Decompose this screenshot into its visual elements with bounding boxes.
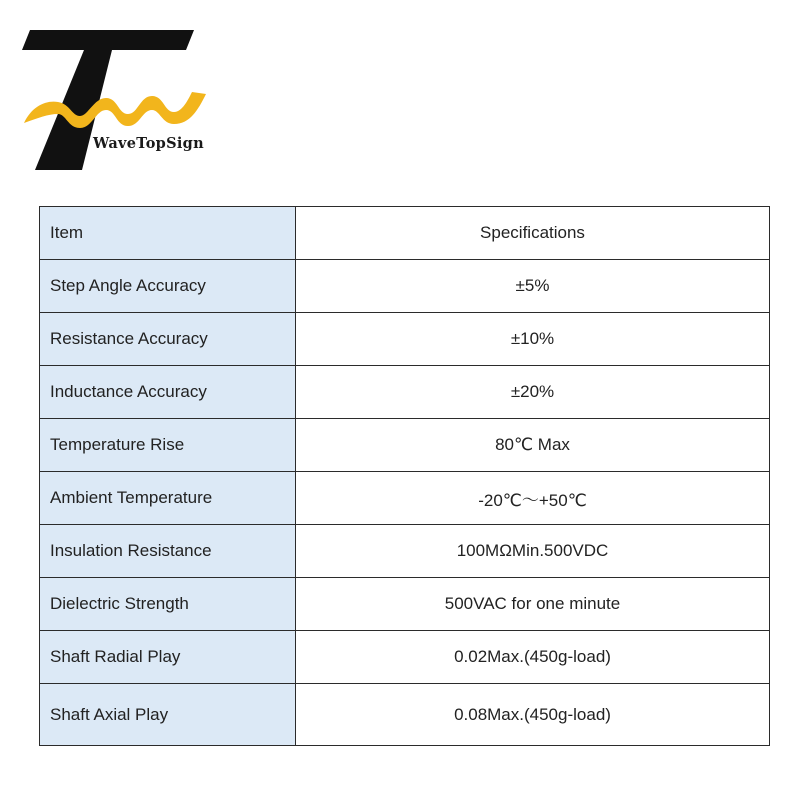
brand-name: WaveTopSign xyxy=(93,135,204,152)
table-row xyxy=(40,525,770,578)
row-spec: ±5% xyxy=(296,260,770,313)
specifications-table xyxy=(39,206,770,746)
row-item: Inductance Accuracy xyxy=(40,366,296,419)
row-item: Dielectric Strength xyxy=(40,578,296,631)
row-spec: 0.02Max.(450g-load) xyxy=(296,631,770,684)
row-item: Ambient Temperature xyxy=(40,472,296,525)
table-row xyxy=(40,419,770,472)
row-item: Shaft Axial Play xyxy=(40,684,296,746)
row-item: Shaft Radial Play xyxy=(40,631,296,684)
table-row xyxy=(40,631,770,684)
row-item: Insulation Resistance xyxy=(40,525,296,578)
row-spec: -20℃～+50℃ xyxy=(296,472,770,525)
row-spec: 80℃ Max xyxy=(296,419,770,472)
row-spec: 0.08Max.(450g-load) xyxy=(296,684,770,746)
row-spec: 100MΩMin.500VDC xyxy=(296,525,770,578)
table-row xyxy=(40,684,770,746)
row-spec: 500VAC for one minute xyxy=(296,578,770,631)
row-spec: ±10% xyxy=(296,313,770,366)
row-item: Temperature Rise xyxy=(40,419,296,472)
header-item: Item xyxy=(40,207,296,260)
brand-logo xyxy=(22,28,222,173)
table-row xyxy=(40,260,770,313)
table-row xyxy=(40,366,770,419)
table-header-row xyxy=(40,207,770,260)
header-specifications: Specifications xyxy=(296,207,770,260)
row-item: Resistance Accuracy xyxy=(40,313,296,366)
table-row xyxy=(40,472,770,525)
table-row xyxy=(40,578,770,631)
table-row xyxy=(40,313,770,366)
row-spec: ±20% xyxy=(296,366,770,419)
row-item: Step Angle Accuracy xyxy=(40,260,296,313)
